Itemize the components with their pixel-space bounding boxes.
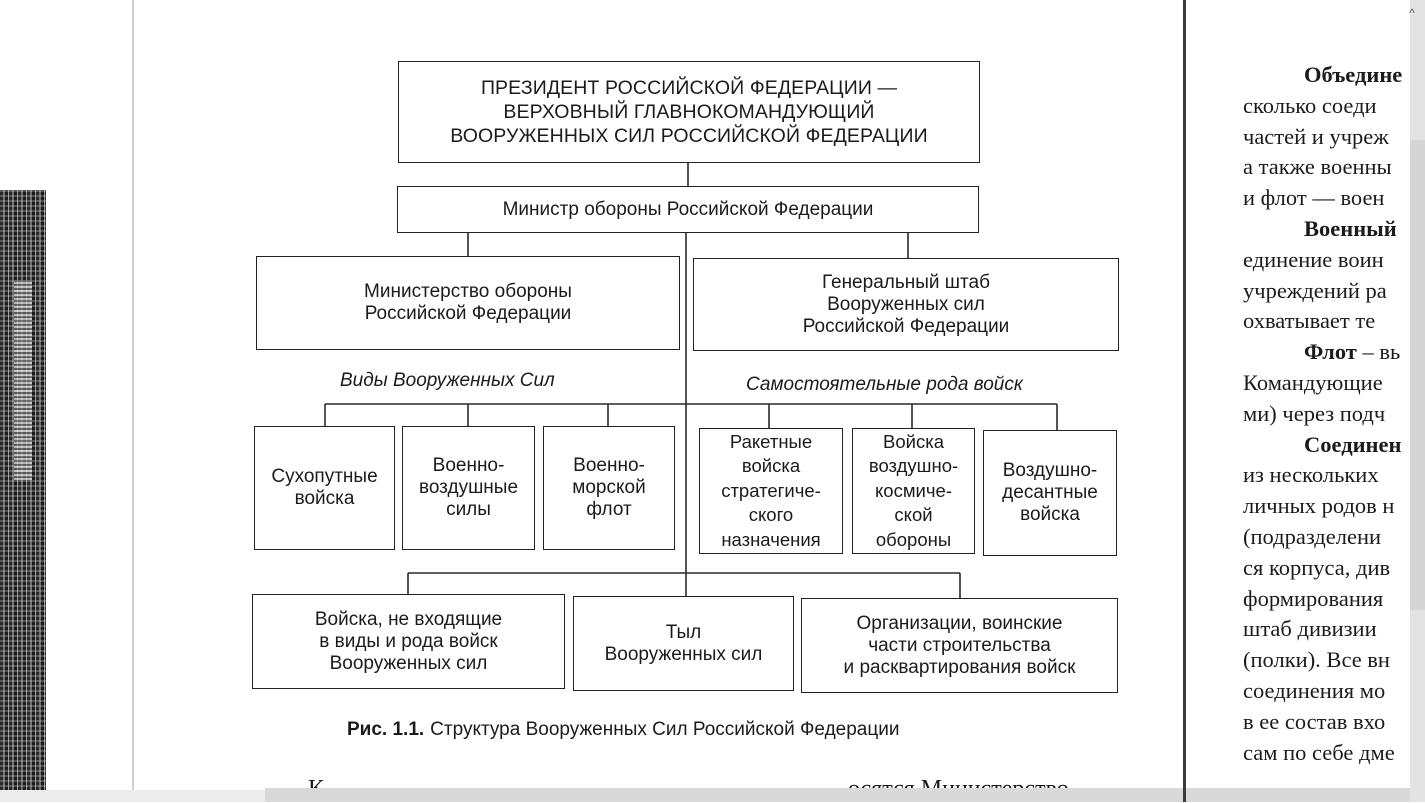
- general-staff-label: Генеральный штаб Вооруженных сил Российской Федерации: [802, 271, 1010, 337]
- arm-box-airborne: [983, 430, 1117, 556]
- right-page-line-text: охватывает те: [1243, 308, 1376, 334]
- right-page-line-text: а также военны: [1243, 154, 1392, 180]
- right-page-line: [1243, 91, 1377, 121]
- right-page-line: [1243, 614, 1377, 644]
- bottom-box-other-troops: [252, 594, 565, 689]
- right-page-line-text: соединения мо: [1243, 678, 1386, 703]
- arm-label: Войска воздушно- космиче- ской обороны: [868, 430, 959, 550]
- branch-label: Сухопутные войска: [271, 466, 378, 509]
- right-page-line-bold: Соединен: [1304, 431, 1402, 457]
- right-page-line: [1243, 276, 1387, 306]
- right-page-line: [1243, 553, 1390, 583]
- right-page-line-text: Командующие: [1243, 370, 1383, 395]
- right-page-text: [1186, 0, 1410, 802]
- arm-box-aerospace: [852, 428, 975, 554]
- right-page-line-text: и флот — воен: [1243, 185, 1385, 211]
- minister-label: Министр обороны Российской Федерации: [502, 198, 874, 220]
- right-page-line-text: ми) через подч: [1243, 400, 1386, 426]
- right-page-line: [1243, 399, 1385, 429]
- branches-heading: Виды Вооруженных Сил: [340, 370, 555, 391]
- ministry-box: [256, 256, 680, 350]
- right-page-line: [1243, 738, 1395, 768]
- right-page-line: [1243, 645, 1390, 675]
- right-page-line-text: формирования: [1243, 585, 1384, 611]
- arm-label: Воздушно- десантные войска: [1002, 460, 1098, 525]
- arm-label: Ракетные войска стратегиче- ского назначения: [721, 430, 821, 550]
- right-page-line: [1243, 183, 1384, 213]
- right-page-line-text: (подразделени: [1243, 524, 1382, 549]
- vertical-scrollbar[interactable]: [1410, 0, 1425, 802]
- branch-label: Военно- морской флот: [572, 455, 646, 520]
- right-page-line: [1243, 245, 1384, 275]
- president-label: ПРЕЗИДЕНТ РОССИЙСКОЙ ФЕДЕРАЦИИ — ВЕРХОВНЫЙ ГЛАВНОКОМАНДУЮЩИЙ ВООРУЖЕННЫХ СИЛ РОССИЙСКОЙ ФЕДЕРАЦИИ: [450, 77, 928, 147]
- right-page-line: [1243, 306, 1375, 336]
- right-page-line: [1243, 122, 1389, 152]
- right-page-line-text: сколько соеди: [1243, 92, 1377, 118]
- right-page-line: [1243, 491, 1394, 521]
- bottom-label: Тыл Вооруженных сил: [604, 621, 763, 665]
- right-page-line-bold: Флот: [1304, 339, 1357, 365]
- scroll-up-icon[interactable]: ^: [1409, 6, 1415, 20]
- arm-box-strategic-missile: [699, 428, 843, 554]
- minister-box: [397, 186, 979, 233]
- bottom-shadow: [0, 790, 265, 802]
- right-page-line-text: (полки). Все вн: [1243, 647, 1390, 673]
- bottom-label: Войска, не входящие в виды и рода войск Вооруженных сил: [314, 608, 503, 674]
- bottom-box-construction: [801, 598, 1118, 693]
- right-page-line-bold: Объедине: [1304, 62, 1403, 87]
- right-page-line: [1304, 60, 1402, 90]
- right-page-line: [1243, 368, 1383, 398]
- branch-label: Военно- воздушные силы: [418, 455, 519, 520]
- right-page-line: [1304, 430, 1401, 460]
- right-page-line-text: учреждений ра: [1243, 277, 1387, 303]
- bottom-box-rear: [573, 596, 794, 691]
- right-page-line-text: штаб дивизии: [1243, 616, 1377, 642]
- branch-box-ground: [254, 426, 395, 550]
- president-box: [398, 61, 980, 163]
- figure-caption-text: Структура Вооруженных Сил Российской Федерации: [430, 719, 900, 740]
- arms-heading: Самостоятельные рода войск: [746, 374, 1023, 395]
- right-page-line-text: – вь: [1356, 339, 1401, 365]
- right-page-line-text: личных родов н: [1243, 493, 1395, 519]
- right-page-line-text: ся корпуса, див: [1243, 554, 1391, 580]
- right-page-line: [1243, 584, 1383, 614]
- right-page-line-text: частей и учреж: [1243, 123, 1389, 149]
- right-page-line: [1243, 522, 1381, 552]
- right-page-line: [1304, 214, 1397, 244]
- right-page-line: [1243, 676, 1385, 706]
- bottom-label: Организации, воинские части строительства и расквартирования войск: [843, 612, 1076, 678]
- right-page-line-text: единение воин: [1243, 246, 1384, 272]
- general-staff-box: [693, 258, 1119, 351]
- figure-caption: [347, 719, 899, 741]
- figure-caption-label: Рис. 1.1.: [347, 719, 425, 740]
- right-page-line: [1304, 337, 1400, 367]
- branch-box-air: [402, 426, 535, 550]
- branch-box-navy: [543, 426, 675, 550]
- right-page-line-text: из нескольких: [1243, 462, 1379, 488]
- right-page-line: [1243, 707, 1385, 737]
- right-page-line-text: сам по себе дме: [1243, 739, 1395, 765]
- right-page-line: [1243, 152, 1392, 182]
- right-page-line: [1243, 460, 1379, 490]
- right-page-line-bold: Военный: [1304, 216, 1397, 241]
- right-page-line-text: в ее состав вхо: [1243, 708, 1386, 734]
- ministry-label: Министерство обороны Российской Федерации: [364, 281, 572, 324]
